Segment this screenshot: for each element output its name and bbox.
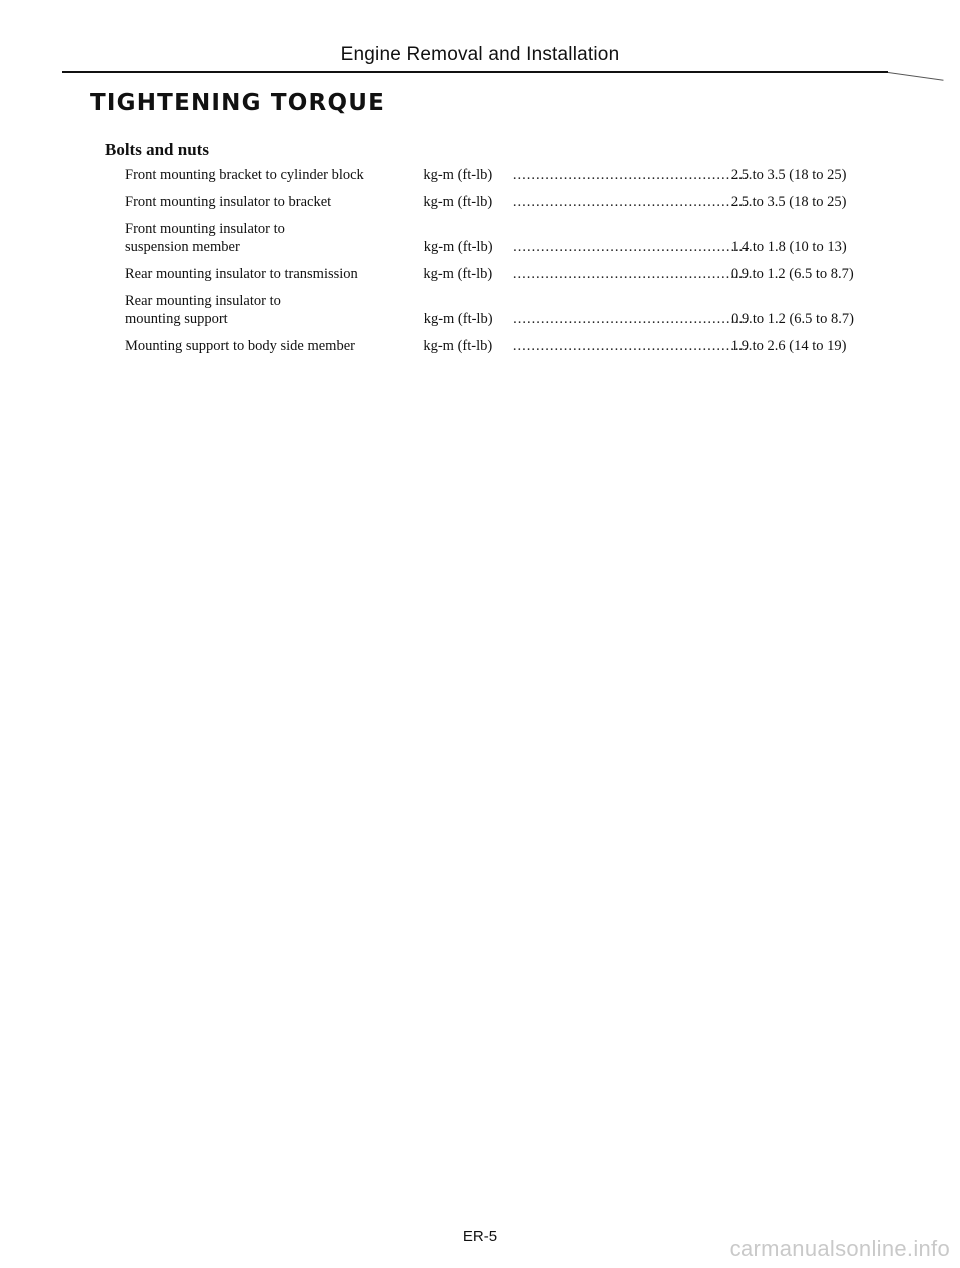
table-row <box>125 265 885 283</box>
section-title: TIGHTENING TORQUE <box>90 90 386 116</box>
dot-leader: .................................................... <box>512 194 754 210</box>
dot-leader: .................................................... <box>512 167 754 183</box>
table-row <box>125 220 885 256</box>
torque-value: 1.9 to 2.6 (14 to 19) <box>730 338 847 354</box>
running-header: Engine Removal and Installation <box>340 44 620 65</box>
table-row <box>125 166 885 184</box>
torque-value: 0.9 to 1.2 (6.5 to 8.7) <box>731 311 854 327</box>
torque-unit: kg-m (ft-lb) <box>423 167 493 183</box>
torque-unit: kg-m (ft-lb) <box>423 194 493 210</box>
torque-item-label: Front mounting insulator to suspension member <box>125 221 285 255</box>
subsection-title: Bolts and nuts <box>105 140 209 159</box>
table-row <box>125 292 885 328</box>
table-row <box>125 337 885 355</box>
torque-item-label: Rear mounting insulator to transmission <box>125 266 358 282</box>
dot-leader: .................................................... <box>512 338 754 354</box>
torque-unit: kg-m (ft-lb) <box>423 338 493 354</box>
torque-unit: kg-m (ft-lb) <box>423 311 493 327</box>
header-rule-tail <box>888 72 944 81</box>
table-row <box>125 193 885 211</box>
torque-item-label: Front mounting bracket to cylinder block <box>125 167 364 183</box>
torque-item-label: Rear mounting insulator to mounting support <box>125 293 281 327</box>
torque-item-label: Mounting support to body side member <box>125 338 355 354</box>
dot-leader: .................................................... <box>513 239 754 255</box>
torque-value: 2.5 to 3.5 (18 to 25) <box>730 194 847 210</box>
torque-value: 1.4 to 1.8 (10 to 13) <box>731 239 847 255</box>
torque-unit: kg-m (ft-lb) <box>423 266 493 282</box>
watermark: carmanualsonline.info <box>729 1236 950 1261</box>
torque-unit: kg-m (ft-lb) <box>423 239 493 255</box>
torque-table <box>125 166 885 364</box>
page-number: ER-5 <box>462 1228 498 1245</box>
dot-leader: .................................................... <box>512 266 754 282</box>
torque-value: 2.5 to 3.5 (18 to 25) <box>730 167 847 183</box>
dot-leader: .................................................... <box>513 311 754 327</box>
torque-item-label: Front mounting insulator to bracket <box>125 194 332 210</box>
torque-value: 0.9 to 1.2 (6.5 to 8.7) <box>730 266 854 282</box>
header-rule <box>62 71 888 73</box>
